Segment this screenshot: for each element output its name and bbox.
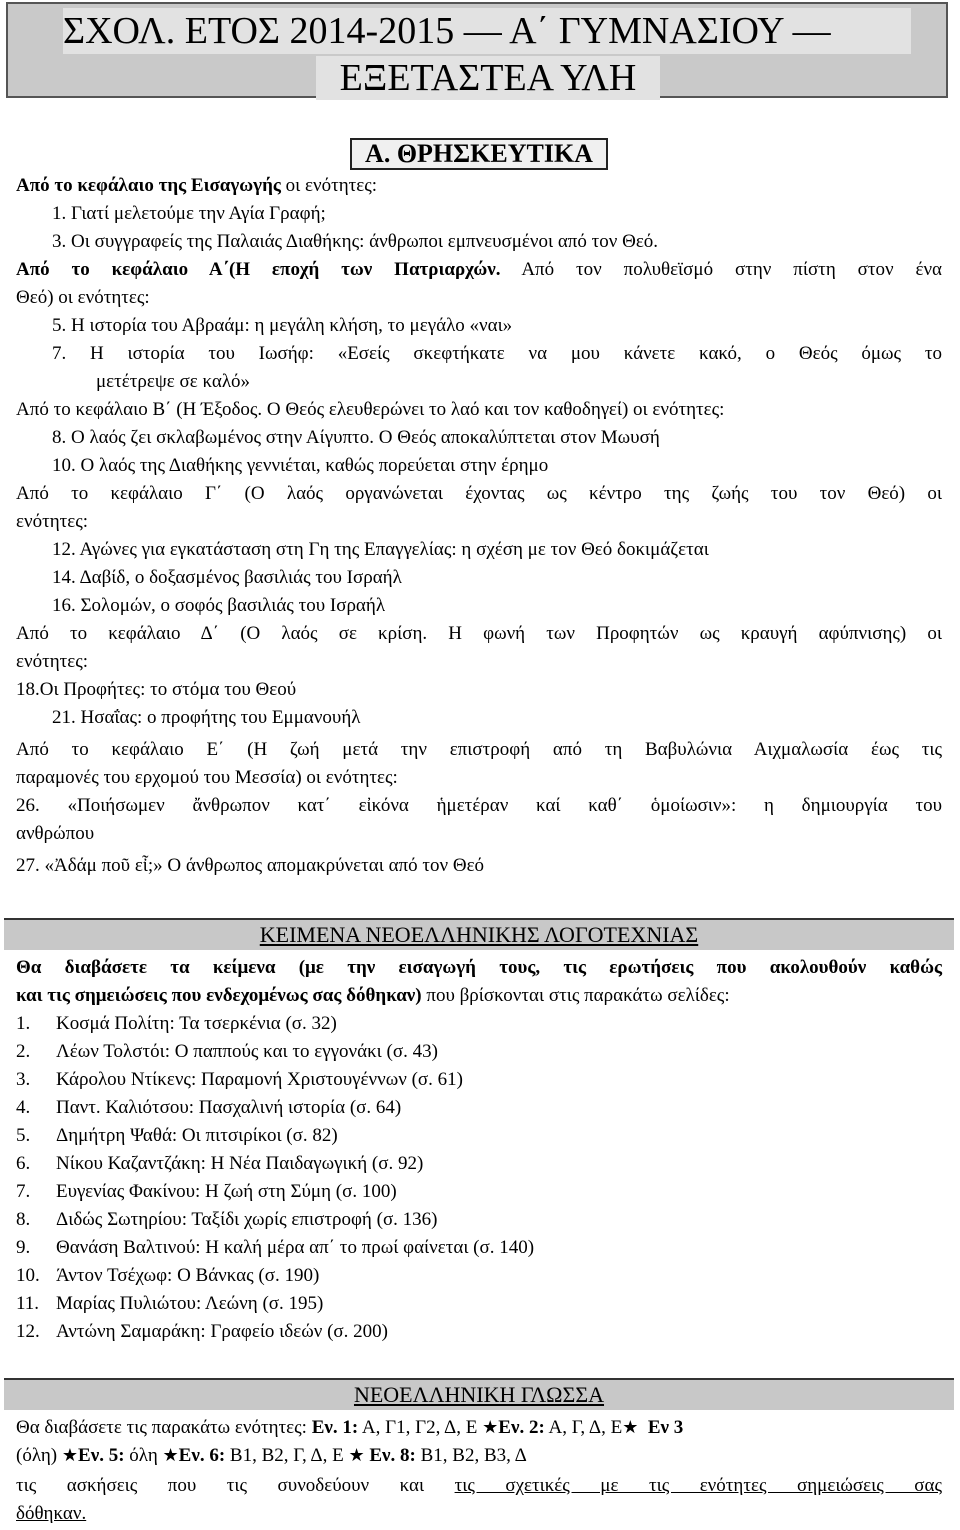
literature-item-number: 7. bbox=[16, 1181, 31, 1202]
religion-chapter-g: Από το κεφάλαιο Γ΄ (Ο λαός οργανώνεται έχοντας ως κέντρο της ζωής του τον Θεό) οι bbox=[16, 483, 942, 504]
star-icon: ★ bbox=[348, 1445, 365, 1466]
religion-chapter-b: Από το κεφάλαιο Β΄ (Η Έξοδος. Ο Θεός ελευθερώνει το λαό και τον καθοδηγεί) οι ενότητες: bbox=[16, 399, 725, 420]
religion-chapter-a bbox=[16, 258, 942, 282]
literature-item-text: Λέων Τολστόι: Ο παππούς και το εγγονάκι (σ. 43) bbox=[56, 1041, 438, 1062]
religion-chapter-e-cont: παραμονές του ερχομού του Μεσσία) οι ενότητες: bbox=[16, 767, 398, 788]
religion-item-3: 3. Οι συγγραφείς της Παλαιάς Διαθήκης: άνθρωποι εμπνευσμένοι από τον Θεό. bbox=[52, 231, 659, 252]
literature-item bbox=[16, 1208, 438, 1232]
religion-item-18: 18.Οι Προφήτες: το στόμα του Θεού bbox=[16, 679, 297, 700]
religion-intro-bold: Από το κεφάλαιο της Εισαγωγής bbox=[16, 175, 281, 196]
language-unit-5: Εν. 5: bbox=[78, 1445, 125, 1466]
literature-item bbox=[16, 1124, 338, 1148]
star-icon: ★ bbox=[61, 1445, 79, 1466]
language-unit-6: Εν. 6: bbox=[178, 1445, 226, 1466]
religion-item-10: 10. Ο λαός της Διαθήκης γεννιέται, καθώς πορεύεται στην έρημο bbox=[52, 455, 549, 476]
literature-item-number: 1. bbox=[16, 1013, 31, 1034]
literature-item-text: Ευγενίας Φακίνου: Η ζωή στη Σύμη (σ. 100) bbox=[56, 1181, 397, 1202]
literature-intro-rest: που βρίσκονται στις παρακάτω σελίδες: bbox=[421, 985, 730, 1006]
religion-item-16: 16. Σολομών, ο σοφός βασιλιάς του Ισραήλ bbox=[52, 595, 386, 616]
star-icon: ★ bbox=[162, 1445, 179, 1466]
star-icon: ★ bbox=[482, 1417, 499, 1438]
religion-item-26-cont: ανθρώπου bbox=[16, 823, 95, 844]
literature-item-number: 12. bbox=[16, 1321, 40, 1342]
literature-item-number: 6. bbox=[16, 1153, 31, 1174]
literature-heading-text: ΚΕΙΜΕΝΑ ΝΕΟΕΛΛΗΝΙΚΗΣ ΛΟΓΟΤΕΧΝΙΑΣ bbox=[259, 922, 699, 947]
literature-item-number: 3. bbox=[16, 1069, 31, 1090]
religion-item-7: 7. Η ιστορία του Ιωσήφ: «Εσείς σκεφτήκατε να μου κάνετε κακό, ο Θεός όμως το bbox=[52, 343, 942, 364]
literature-item-text: Παντ. Καλιότσου: Πασχαλινή ιστορία (σ. 64) bbox=[56, 1097, 402, 1118]
literature-item-number: 5. bbox=[16, 1125, 31, 1146]
literature-heading bbox=[4, 918, 954, 950]
language-line-1 bbox=[16, 1416, 683, 1440]
literature-item-text: Άντον Τσέχωφ: Ο Βάνκας (σ. 190) bbox=[56, 1265, 320, 1286]
language-l1-intro: Θα διαβάσετε τις παρακάτω ενότητες: bbox=[16, 1417, 312, 1438]
language-notes-text: τις σχετικές με τις ενότητες σημειώσεις σας bbox=[454, 1475, 942, 1496]
literature-item bbox=[16, 1292, 323, 1316]
literature-item-text: Νίκου Καζαντζάκη: Η Νέα Παιδαγωγική (σ. 92) bbox=[56, 1153, 424, 1174]
religion-chapter-a-rest: Από τον πολυθεϊσμό στην πίστη στον ένα bbox=[500, 259, 942, 280]
religion-chapter-d: Από το κεφάλαιο Δ΄ (Ο λαός σε κρίση. Η φωνή των Προφητών ως κραυγή αφύπνισης) οι bbox=[16, 623, 942, 644]
religion-heading: Α. ΘΡΗΣΚΕΥΤΙΚΑ bbox=[350, 138, 608, 170]
literature-item-number: 9. bbox=[16, 1237, 31, 1258]
religion-intro-rest: οι ενότητες: bbox=[280, 175, 378, 196]
literature-item-number: 4. bbox=[16, 1097, 31, 1118]
religion-item-12: 12. Αγώνες για εγκατάσταση στη Γη της Επαγγελίας: η σχέση με τον Θεό δοκιμάζεται bbox=[52, 539, 709, 560]
religion-item-7-cont: μετέτρεψε σε καλό» bbox=[96, 371, 251, 392]
language-unit-3: Εν 3 bbox=[647, 1417, 684, 1438]
literature-item bbox=[16, 1040, 438, 1064]
language-unit-1-parts: Α, Γ1, Γ2, Δ, Ε bbox=[358, 1417, 483, 1438]
religion-item-14: 14. Δαβίδ, ο δοξασμένος βασιλιάς του Ισραήλ bbox=[52, 567, 402, 588]
language-line-3 bbox=[16, 1474, 942, 1498]
language-unit-3-parts: (όλη) bbox=[16, 1445, 62, 1466]
star-icon: ★ bbox=[622, 1417, 639, 1438]
religion-item-8: 8. Ο λαός ζει σκλαβωμένος στην Αίγυπτο. Ο Θεός αποκαλύπτεται στον Μωυσή bbox=[52, 427, 660, 448]
literature-intro-line-1: Θα διαβάσετε τα κείμενα (με την εισαγωγή τους, τις ερωτήσεις που ακολουθούν καθώς bbox=[16, 957, 942, 978]
literature-item-text: Κάρολου Ντίκενς: Παραμονή Χριστουγέννων (σ. 61) bbox=[56, 1069, 463, 1090]
language-unit-8: Εν. 8: bbox=[369, 1445, 416, 1466]
religion-item-21: 21. Ησαΐας: ο προφήτης του Εμμανουήλ bbox=[52, 707, 361, 728]
religion-chapter-g-cont: ενότητες: bbox=[16, 511, 89, 532]
language-heading-text: ΝΕΟΕΛΛΗΝΙΚΗ ΓΛΩΣΣΑ bbox=[353, 1382, 605, 1407]
title-line-1: ΣΧΟΛ. ΕΤΟΣ 2014-2015 — Α΄ ΓΥΜΝΑΣΙΟΥ — bbox=[63, 8, 911, 54]
language-line-4: δόθηκαν. bbox=[16, 1503, 87, 1524]
title-banner bbox=[6, 2, 948, 98]
literature-item bbox=[16, 1068, 463, 1092]
literature-item-text: Αντώνη Σαμαράκη: Γραφείο ιδεών (σ. 200) bbox=[56, 1321, 388, 1342]
literature-intro-line-2 bbox=[16, 984, 730, 1008]
literature-item-text: Δημήτρη Ψαθά: Οι πιτσιρίκοι (σ. 82) bbox=[56, 1125, 338, 1146]
religion-chapter-e: Από το κεφάλαιο Ε΄ (Η ζωή μετά την επιστροφή από τη Βαβυλώνια Αιχμαλωσία έως τις bbox=[16, 739, 942, 760]
literature-item bbox=[16, 1264, 319, 1288]
language-unit-5-parts: όλη bbox=[124, 1445, 163, 1466]
language-unit-1: Εν. 1: bbox=[311, 1417, 359, 1438]
religion-item-1: 1. Γιατί μελετούμε την Αγία Γραφή; bbox=[52, 203, 326, 224]
literature-item bbox=[16, 1152, 423, 1176]
language-heading bbox=[4, 1378, 954, 1410]
literature-item bbox=[16, 1320, 388, 1344]
title-line-2: ΕΞΕΤΑΣΤΕΑ ΥΛΗ bbox=[316, 56, 660, 100]
literature-item-number: 10. bbox=[16, 1265, 40, 1286]
language-exercises-text: τις ασκήσεις που τις συνοδεύουν και bbox=[16, 1475, 455, 1496]
religion-intro bbox=[16, 174, 377, 198]
religion-item-5: 5. Η ιστορία του Αβραάμ: η μεγάλη κλήση, το μεγάλο «ναι» bbox=[52, 315, 513, 336]
literature-item-number: 8. bbox=[16, 1209, 31, 1230]
religion-item-26: 26. «Ποιήσωμεν ἄνθρωπον κατ΄ εἰκόνα ἡμετέραν καί καθ΄ ὁμοίωσιν»: η δημιουργία του bbox=[16, 795, 942, 816]
religion-chapter-a-bold: Από το κεφάλαιο Α΄(Η εποχή των Πατριαρχών. bbox=[16, 259, 501, 280]
religion-item-27: 27. «Ἀδάμ ποῦ εἶ;» Ο άνθρωπος απομακρύνεται από τον Θεό bbox=[16, 855, 485, 876]
language-unit-8-parts: Β1, Β2, Β3, Δ bbox=[415, 1445, 527, 1466]
religion-chapter-d-cont: ενότητες: bbox=[16, 651, 89, 672]
literature-item-text: Διδώς Σωτηρίου: Ταξίδι χωρίς επιστροφή (σ. 136) bbox=[56, 1209, 438, 1230]
language-unit-2-parts: Α, Γ, Δ, Ε bbox=[544, 1417, 623, 1438]
language-unit-6-parts: Β1, Β2, Γ, Δ, Ε bbox=[225, 1445, 349, 1466]
literature-item-number: 2. bbox=[16, 1041, 31, 1062]
literature-item bbox=[16, 1012, 337, 1036]
religion-chapter-a-cont: Θεό) οι ενότητες: bbox=[16, 287, 150, 308]
literature-item-text: Θανάση Βαλτινού: Η καλή μέρα απ΄ το πρωί φαίνεται (σ. 140) bbox=[56, 1237, 535, 1258]
literature-item-text: Κοσμά Πολίτη: Τα τσερκένια (σ. 32) bbox=[56, 1013, 337, 1034]
literature-item bbox=[16, 1180, 397, 1204]
literature-item-number: 11. bbox=[16, 1293, 40, 1314]
literature-item-text: Μαρίας Πυλιώτου: Λεώνη (σ. 195) bbox=[56, 1293, 324, 1314]
language-line-2 bbox=[16, 1444, 527, 1468]
literature-item bbox=[16, 1236, 534, 1260]
language-unit-2: Εν. 2: bbox=[498, 1417, 545, 1438]
literature-intro-bold: και τις σημειώσεις που ενδεχομένως σας δόθηκαν) bbox=[16, 985, 422, 1006]
literature-item bbox=[16, 1096, 401, 1120]
